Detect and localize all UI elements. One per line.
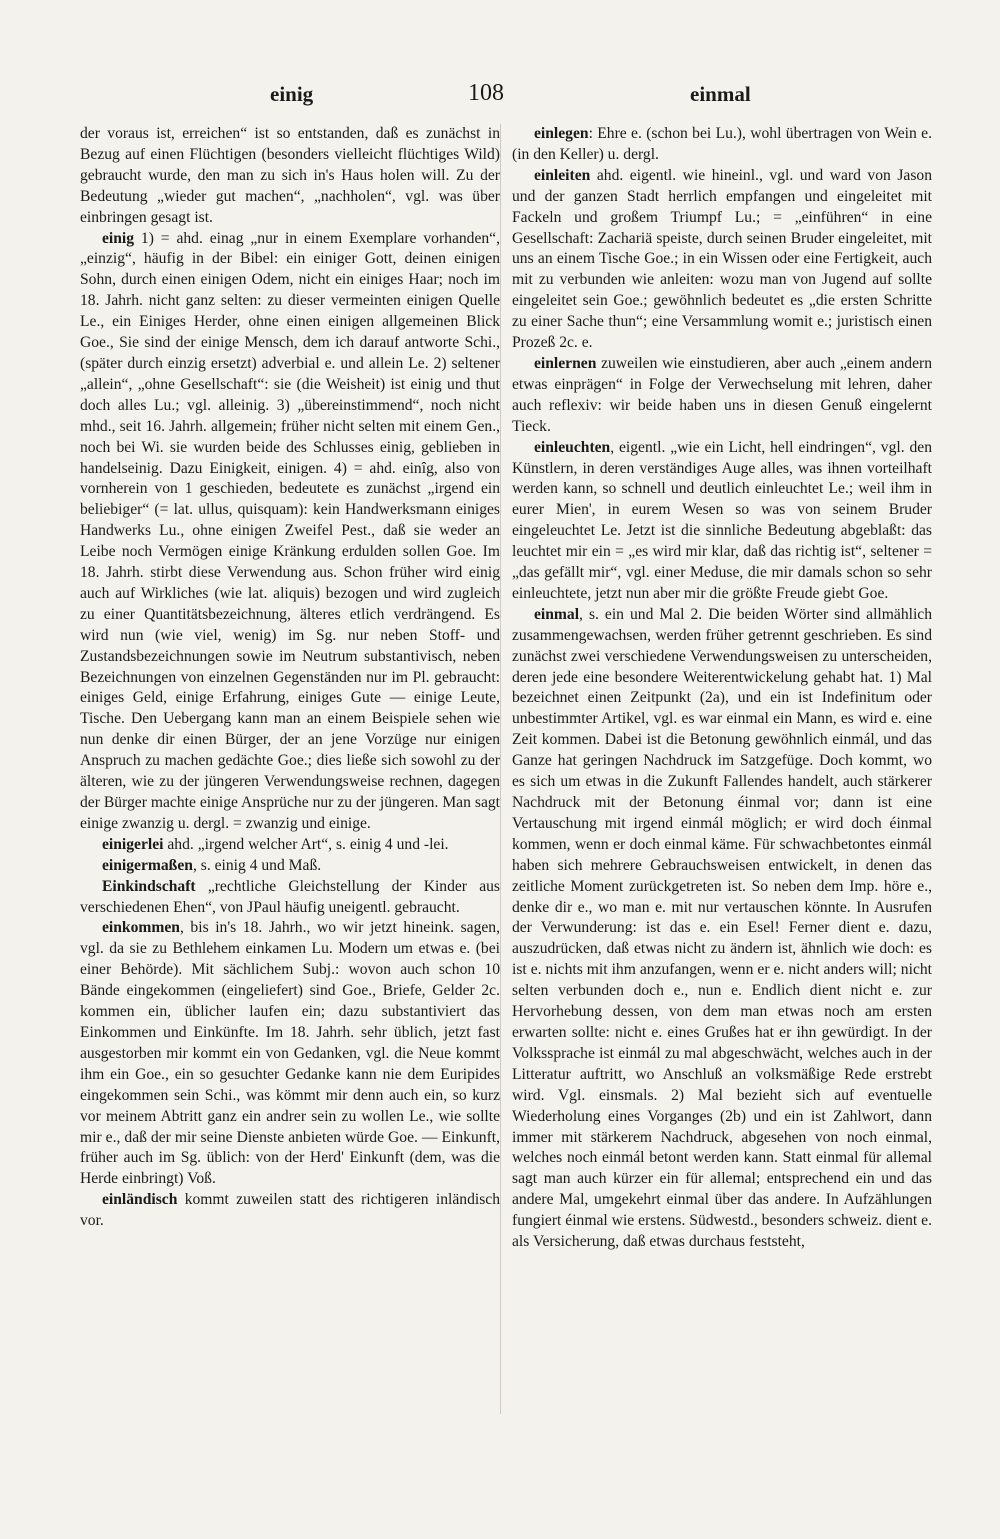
entry-einmal [512,605,932,1253]
lemma: Einkindschaft [102,877,196,895]
entry-einkommen [80,918,500,1190]
column-rule [500,124,501,1414]
entry-einigerlei [80,835,500,856]
entry-body: ahd. „irgend welcher Art“, s. einig 4 und -lei. [163,835,449,853]
page-number: 108 [468,80,504,106]
right-column [512,124,932,1414]
entry-continuation: der voraus ist, erreichen“ ist so entstanden, daß es zunächst in Bezug auf einen Flüchtigen (besonders vielleicht flüchtiges Wild) gebraucht wurde, den man zu sich in's Haus holen will. Zu der Bedeutung „wieder gut machen“, „nachholen“, vgl. was über einbringen gesagt ist. [80,125,500,226]
entry-body: zuweilen wie einstudieren, aber auch „einem andern etwas einprägen“ in Folge der Verwechselung mit lehren, daher auch reflexiv: wir beide haben uns in diesen Genuß eingelernt Tieck. [512,354,932,435]
lemma: einleiten [534,166,591,184]
entry-body: , s. ein und Mal 2. Die beiden Wörter sind allmählich zusammengewachsen, werden früher getrennt geschrieben. Es sind zunächst zwei verschiedene Verwendungsweisen zu unterscheiden, deren jede eine besondere Weiterentwickelung gehabt hat. 1) Mal bezeichnet einen Zeitpunkt (2a), und ein ist Indefinitum oder unbestimmter Artikel, vgl. es war einmal ein Mann, es wird e. eine Zeit kommen. Dabei ist die Betonung gewöhnlich einmál, und das Ganze hat geringen Nachdruck im Satzgefüge. Doch kommt, wo es sich um etwas in die Zukunft Fallendes handelt, auch stärkerer Nachdruck mit der Betonung éinmal vor; dann ist eine Vertauschung mit irgend einmál möglich; er wird doch éinmal kommen, wenn er doch einmal käme. Für schwachbetontes einmál haben sich mehrere Gebrauchsweisen entwickelt, in denen das zeitliche Moment zurückgetreten ist. So neben dem Imp. höre e., denke dir e., wo man e. mit nur vertauschen könnte. In Ausrufen der Verwunderung: ist das e. ein Esel! Ferner dient e. dazu, auszudrücken, daß etwas nicht zu ändern ist, ähnlich wie doch: es ist e. nichts mit ihm anzufangen, wenn er e. nicht anders will; nicht selten verbunden doch e., nun e. Endlich dient nicht e. zur Hervorhebung dessen, von dem man etwas noch am ersten erwarten sollte: nicht e. eines Grußes hat er ihn gewürdigt. In der Volkssprache ist einmál zu mal abgeschwächt, welches auch in der Litteratur auftritt, wo Anschluß an volksmäßige Rede erstrebt wird. Vgl. einsmals. 2) Mal bezieht sich auf eventuelle Wiederholung eines Vorganges (2b) und ein ist Zahlwort, dann immer mit stärkerem Nachdruck, abgesehen von noch einmal, welches noch einmál betont werden kann. Statt einmal für allemal sagt man auch kürzer ein für allemal; entsprechend ein und das andere Mal, umgekehrt einmal über das andere. In Aufzählungen fungiert éinmal wie erstens. Südwestd., besonders schweiz. dient e. als Versicherung, daß etwas durchaus feststeht, [512,605,932,1251]
running-head-right: einmal [690,82,751,106]
entry-einleiten [512,166,932,354]
lemma: einigerlei [102,835,164,853]
entry-body: : Ehre e. (schon bei Lu.), wohl übertragen von Wein e. (in den Keller) u. dergl. [512,125,932,163]
left-column [80,124,500,1414]
entry-einlernen [512,354,932,438]
lemma: einkommen [102,919,180,937]
entry-einlegen [512,124,932,166]
entry-einlaendisch [80,1190,500,1232]
entry-einigermassen [80,856,500,877]
entry-einleuchten [512,438,932,605]
entry-body: „rechtliche Gleichstellung der Kinder aus verschiedenen Ehen“, von JPaul häufig uneigentl. gebraucht. [80,877,500,916]
entry-body: 1) = ahd. einag „nur in einem Exemplare vorhanden“, „einzig“, häufig in der Bibel: ein einiger Gott, deinen einigen Sohn, durch einen einigen Odem, nicht ein einiges Haar; noch im 18. Jahrh. nicht ganz selten: zu dieser vermeinten einigen Quelle Le., ein Einiges Herder, ohne einen einigen allgemeinen Blick Goe., Sie sind der einige Mensch, dem ich darauf antworte Schi., (später durch einzig ersetzt) adverbial e. und allein Le. 2) seltener „allein“, „ohne Gesellschaft“: sie (die Weisheit) ist einig und thut doch alles Lu.; vgl. alleinig. 3) „übereinstimmend“, noch nicht mhd., seit 16. Jahrh. allgemein; früher nicht selten mit einem Gen., noch bei Wi. sie wurden beide des Schlusses einig, geblieben in handelseinig. Dazu Einigkeit, einigen. 4) = ahd. einîg, also von vornherein von 1 geschieden, bedeutete es zunächst „irgend ein beliebiger“ (= lat. ullus, quisquam): kein Handwerksmann einiges Handwerks Lu., ohne einigen Zweifel Pest., daß sie weder an Leibe noch Vermögen einige Kränkung erdulden sollen Goe. Im 18. Jahrh. stirbt diese Verwendung aus. Schon früher wird einig auch auf Wirkliches (wie lat. aliquis) bezogen und wird zugleich zu einer Quantitätsbezeichnung, älteres etlich verdrängend. Es wird nun (wie viel, wenig) im Sg. nur neben Stoff- und Zustandsbezeichnungen sowie im Neutrum substantivisch, neben Bezeichnungen von einzelnen Gegenständen nur im Pl. gebraucht: einiges Geld, einige Erfahrung, einiges Gute — einige Leute, Tische. Den Uebergang kann man an einem Beispiele sehen wie nun denke dir einen Bürger, der an jene Vorzüge nur einigen Anspruch zu machen gedächte Goe.; dies ließe sich sowohl zu der älteren, wie zu der jüngeren Verwendungsweise rechnen, dagegen der Bürger machte einige Ansprüche nur zu der jüngeren. Man sagt einige zwanzig u. dergl. = zwanzig und einige. [80,229,500,832]
entry-einkindschaft [80,877,500,919]
lemma: einländisch [102,1191,178,1209]
entry-body: ahd. eigentl. wie hineinl., vgl. und ward von Jason und der ganzen Stadt herrlich empfangen und eingeleitet mit Fackeln und großem Triumpf Lu.; = „einführen“ in eine Gesellschaft: Zachariä speiste, durch seinen Bruder eingeleitet, mit uns an einem Tische Goe.; in ein Wissen oder eine Fertigkeit, auch mit zu verbunden wie anleiten: wozu man von Jugend auf sollte eingeleitet sein Goe.; gewöhnlich bedeutet es „die ersten Schritte zu einer Sache thun“; eine Versammlung womit e.; juristisch einen Prozeß 2c. e. [512,166,932,352]
lemma: einigermaßen [102,856,193,874]
lemma: einmal [534,605,580,623]
entry-einig [80,229,500,835]
entry-body: , eigentl. „wie ein Licht, hell eindringen“, vgl. den Künstlern, in deren verständiges Auge alles, was ihnen vorteilhaft werden kann, so schnell und deutlich einleuchtet Le.; weil ihm in eurer Mien', in eurem Wesen so was von seinem Bruder eingeleuchtet Le. Jetzt ist die sinnliche Bedeutung abgeblaßt: das leuchtet mir ein = „es wird mir klar, daß das richtig ist“, seltener = „das gefällt mir“, vgl. einer Meduse, die mir damals schon so sehr einleuchtete, jetzt nun aber mir die größte Freude giebt Goe. [512,438,932,602]
lemma: einig [102,229,135,247]
lemma: einlegen [534,125,589,142]
entry-body: , s. einig 4 und Maß. [192,856,322,874]
lemma: einlernen [534,354,597,372]
running-head-left: einig [270,82,314,106]
entry-body: kommt zuweilen statt des richtigeren inländisch vor. [80,1191,500,1230]
lemma: einleuchten [534,438,611,456]
entry-body: , bis in's 18. Jahrh., wo wir jetzt hineink. sagen, vgl. da sie zu Bethlehem einkamen Lu. Modern um etwas e. (bei einer Behörde). Mit sächlichem Subj.: wovon auch schon 10 Bände eingekommen (eingeliefert) sind Goe., Briefe, Gelder 2c. kommen ein, üblicher laufen ein; dazu substantiviert das Einkommen und Einkünfte. Im 18. Jahrh. sehr üblich, jetzt fast ausgestorben mir kommt ein von Gedanken, vgl. die Neue kommt ihm ein Goe., ein so gesuchter Gedanke kann nie dem Euripides eingekommen sein Schi., was kömmt mir denn auch ein, so kurz vor meinem Abtritt ganz ein andrer sein zu wollen Le., wie sollte mir e., daß der mir seine Dienste anbieten würde Goe. — Einkunft, früher auch im Sg. üblich: von der Herd' Einkunft (dem, was die Herde einbringt) Voß. [80,919,500,1188]
